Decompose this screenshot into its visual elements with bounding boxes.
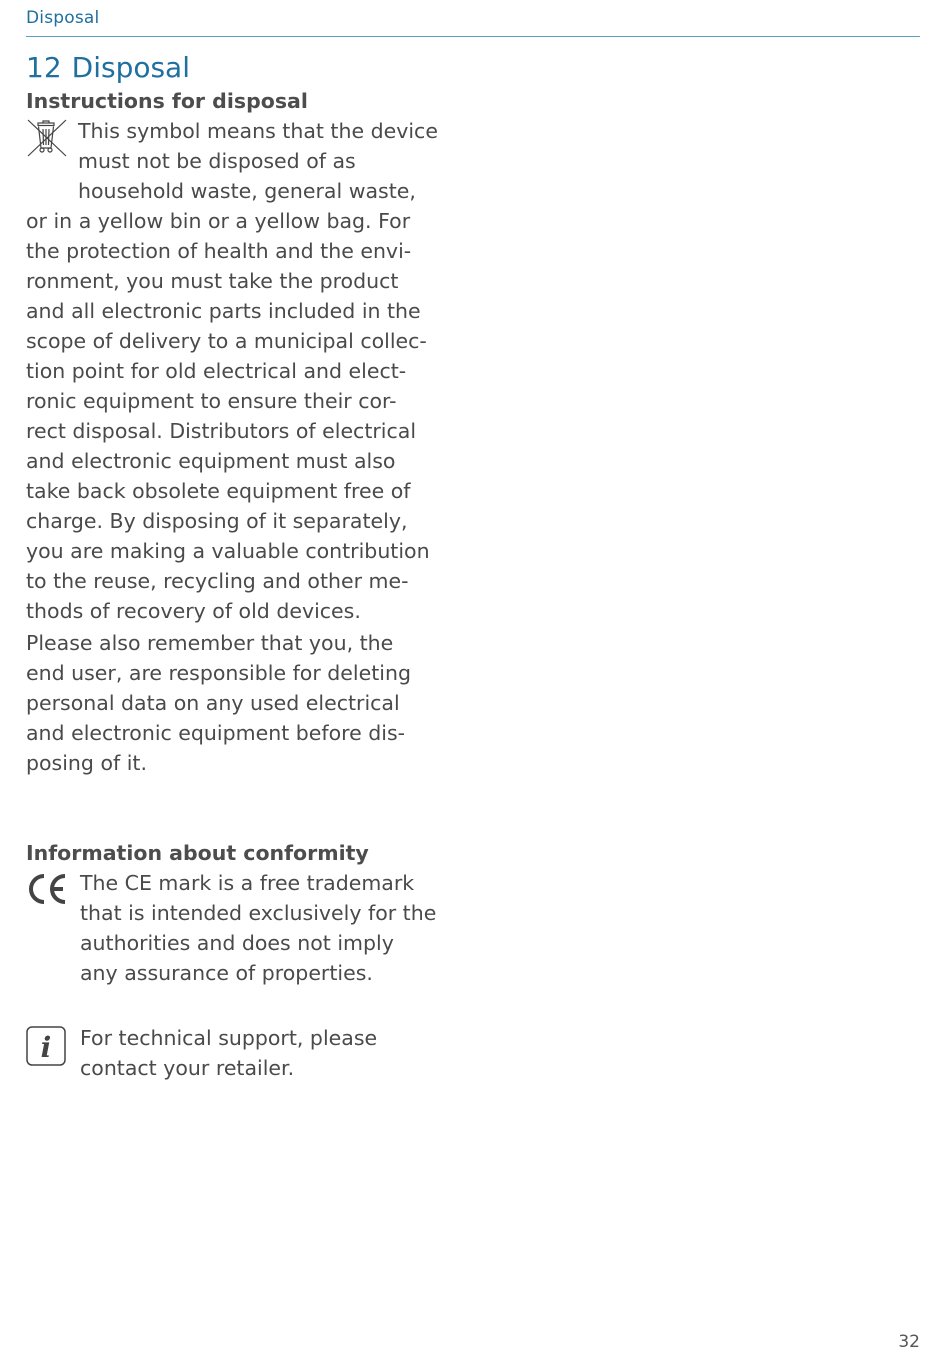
chapter-number: 12 [26,51,62,84]
ce-mark-icon [26,872,68,910]
page-content [26,50,466,1083]
text-line: to the reuse, recycling and other me- [26,569,409,593]
text-line: take back obsolete equipment free of [26,479,411,503]
conformity-section [26,868,466,988]
text-line: end user, are responsible for deleting [26,661,411,685]
chapter-title [26,50,466,86]
text-line: scope of delivery to a municipal collec- [26,329,427,353]
text-line: household waste, general waste, [78,179,416,203]
text-line: Please also remember that you, the [26,631,394,655]
svg-text:i: i [40,1031,52,1064]
text-line: For technical support, please [80,1026,378,1050]
conformity-paragraph [26,868,466,988]
text-line: authorities and does not imply [80,931,394,955]
info-icon [26,1026,66,1070]
text-line: and electronic equipment must also [26,449,396,473]
text-line: and all electronic parts included in the [26,299,421,323]
disposal-section [26,116,466,778]
text-line: tion point for old electrical and elect- [26,359,407,383]
text-line: the protection of health and the envi- [26,239,412,263]
text-line: ronment, you must take the product [26,269,399,293]
text-line: you are making a valuable contribution [26,539,430,563]
disposal-paragraph [26,116,466,626]
page-number: 32 [898,1332,920,1352]
running-header: Disposal [26,8,100,28]
text-line: This symbol means that the device [78,119,438,143]
conformity-heading: Information about conformity [26,841,369,865]
text-line: thods of recovery of old devices. [26,599,361,623]
text-line: any assurance of properties. [80,961,373,985]
support-section [26,1023,466,1083]
crossed-out-wheelie-bin-icon [26,118,68,162]
text-line: posing of it. [26,751,147,775]
text-line: must not be disposed of as [78,149,356,173]
text-line: personal data on any used electrical [26,691,400,715]
personal-data-paragraph [26,628,466,778]
text-line: The CE mark is a free trademark [80,871,415,895]
text-line: and electronic equipment before dis- [26,721,406,745]
text-line: that is intended exclusively for the [80,901,437,925]
header-divider [26,36,920,37]
text-line: ronic equipment to ensure their cor- [26,389,397,413]
text-line: rect disposal. Distributors of electrical [26,419,417,443]
text-line: charge. By disposing of it separately, [26,509,408,533]
chapter-title-text: Disposal [71,51,190,84]
support-paragraph [26,1023,466,1083]
text-line: contact your retailer. [80,1056,295,1080]
disposal-heading: Instructions for disposal [26,89,308,113]
text-line: or in a yellow bin or a yellow bag. For [26,209,411,233]
